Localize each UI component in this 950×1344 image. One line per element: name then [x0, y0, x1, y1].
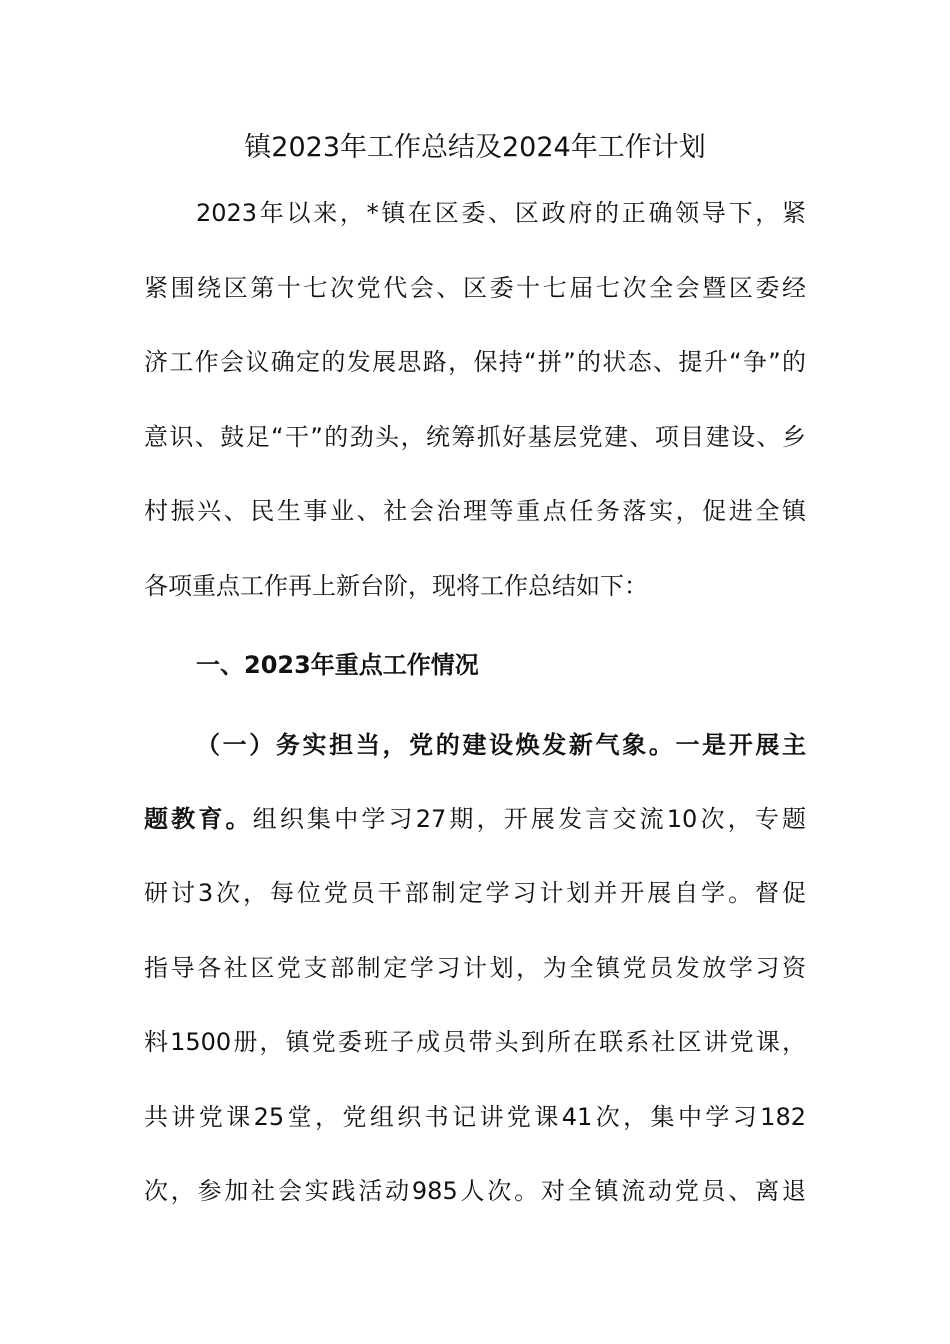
body-line-5: 次，参加社会实践活动985人次。对全镇流动党员、离退: [144, 1177, 806, 1205]
subsection-topic-bold: 题教育。: [144, 805, 253, 833]
section-heading: 一、2023年重点工作情况: [196, 651, 479, 679]
intro-line-4: 意识、鼓足“干”的劲头，统筹抓好基层党建、项目建设、乡: [144, 423, 806, 451]
subsection-line-2: [144, 799, 806, 839]
body-line-4: 共讲党课25堂，党组织书记讲党课41次，集中学习182: [144, 1103, 806, 1131]
intro-line-6: 各项重点工作再上新台阶，现将工作总结如下：: [144, 572, 648, 600]
subsection-heading: （一）务实担当，党的建设焕发新气象。一是开展主: [196, 731, 806, 759]
body-line-1: 研讨3次，每位党员干部制定学习计划并开展自学。督促: [144, 879, 806, 907]
intro-line-1: 2023年以来，*镇在区委、区政府的正确领导下，紧: [196, 199, 806, 227]
intro-line-5: 村振兴、民生事业、社会治理等重点任务落实，促进全镇: [144, 497, 806, 525]
page-title: 镇2023年工作总结及2024年工作计划: [244, 132, 706, 163]
body-line-2: 指导各社区党支部制定学习计划，为全镇党员发放学习资: [144, 954, 806, 982]
body-line-3: 料1500册，镇党委班子成员带头到所在联系社区讲党课，: [144, 1028, 806, 1056]
intro-line-2: 紧围绕区第十七次党代会、区委十七届七次全会暨区委经: [144, 274, 806, 302]
intro-line-3: 济工作会议确定的发展思路，保持“拼”的状态、提升“争”的: [144, 348, 806, 376]
subsection-line-2-text: 组织集中学习27期，开展发言交流10次，专题: [252, 805, 807, 833]
